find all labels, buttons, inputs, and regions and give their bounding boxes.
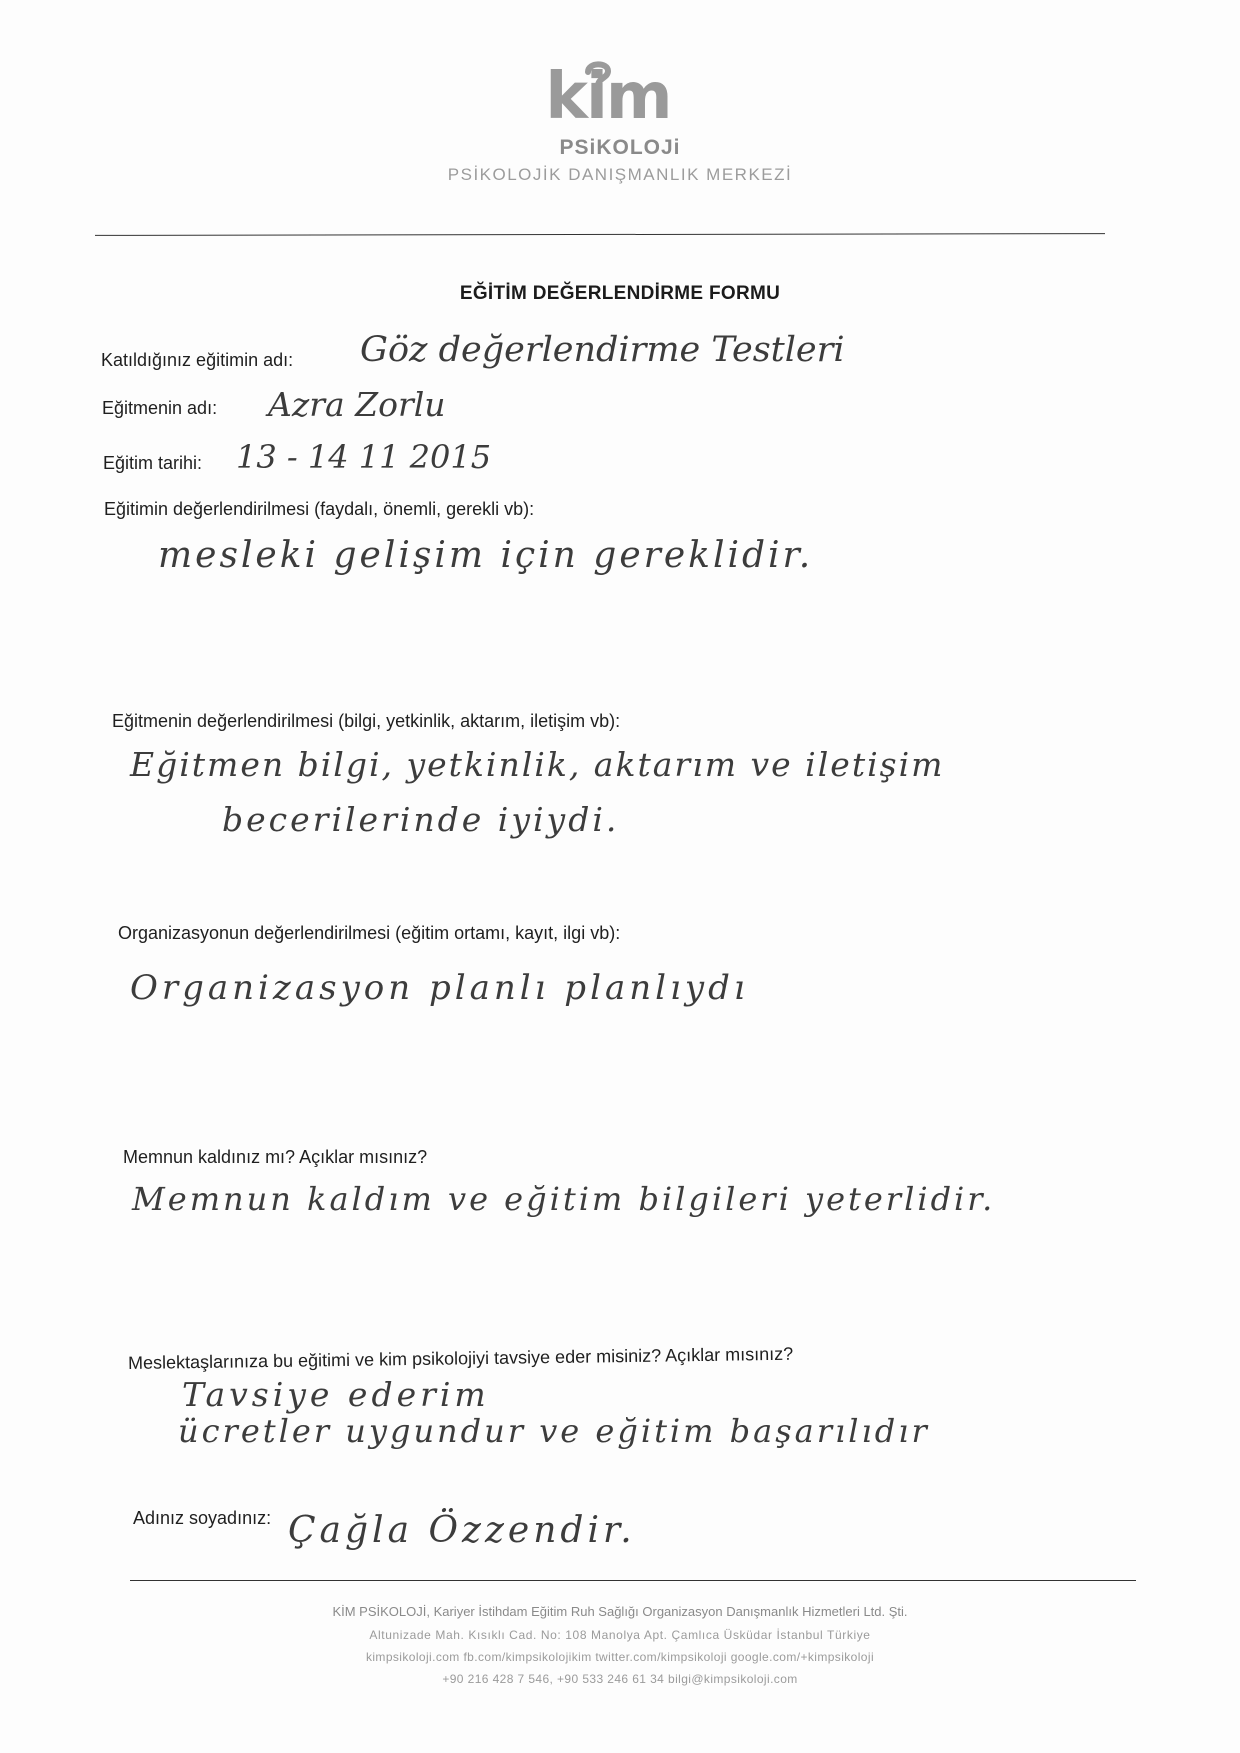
recommend-answer-line1: Tavsiye ederim [182, 1375, 490, 1414]
trainer-eval-answer-line2: becerilerinde iyiydi. [222, 800, 620, 839]
training-name-answer: Göz değerlendirme Testleri [360, 330, 845, 370]
full-name-answer: Çağla Özzendir. [288, 1510, 636, 1551]
footer-contact: +90 216 428 7 546, +90 533 246 61 34 bilgi@kimpsikoloji.com [442, 1672, 798, 1686]
footer-address: Altunizade Mah. Kısıklı Cad. No: 108 Manolya Apt. Çamlıca Üsküdar İstanbul Türkiye [369, 1628, 871, 1642]
form-title: EĞİTİM DEĞERLENDİRME FORMU [459, 283, 781, 304]
trainer-eval-label: Eğitmenin değerlendirilmesi (bilgi, yetkinlik, aktarım, iletişim vb): [112, 711, 621, 731]
footer-divider [130, 1580, 1136, 1581]
training-eval-answer: mesleki gelişim için gereklidir. [158, 535, 814, 576]
org-eval-answer: Organizasyon planlı planlıydı [130, 968, 749, 1008]
training-date-label: Eğitim tarihi: [103, 453, 203, 473]
satisfied-answer: Memnun kaldım ve eğitim bilgileri yeterlidir. [132, 1180, 996, 1218]
logo-subtitle: PSiKOLOJi [559, 136, 681, 159]
header-divider [95, 233, 1105, 236]
trainer-name-answer: Azra Zorlu [268, 385, 446, 424]
footer-company: KİM PSİKOLOJİ, Kariyer İstihdam Eğitim Ruh Sağlığı Organizasyon Danışmanlık Hizmetleri Ltd. Şti. [332, 1604, 908, 1619]
full-name-label: Adınız soyadınız: [133, 1508, 272, 1528]
trainer-name-label: Eğitmenin adı: [102, 398, 218, 418]
satisfied-label: Memnun kaldınız mı? Açıklar mısınız? [123, 1147, 428, 1167]
training-eval-label: Eğitimin değerlendirilmesi (faydalı, önemli, gerekli vb): [104, 499, 535, 519]
training-date-answer: 13 - 14 11 2015 [236, 438, 492, 476]
recommend-answer-line2: ücretler uygundur ve eğitim başarılıdır [178, 1412, 930, 1450]
trainer-eval-answer-line1: Eğitmen bilgi, yetkinlik, aktarım ve iletişim [130, 745, 945, 784]
org-eval-label: Organizasyonun değerlendirilmesi (eğitim ortamı, kayıt, ilgi vb): [118, 923, 621, 943]
training-name-label: Katıldığınız eğitimin adı: [101, 350, 294, 370]
center-subtitle: PSİKOLOJİK DANIŞMANLIK MERKEZİ [447, 165, 793, 184]
footer-links: kimpsikoloji.com fb.com/kimpsikolojikim twitter.com/kimpsikoloji google.com/+kimpsikoloji [365, 1650, 875, 1664]
recommend-label: Meslektaşlarınıza bu eğitimi ve kim psikolojiyi tavsiye eder misiniz? Açıklar mısınız? [127, 1343, 794, 1373]
logo: kim [545, 60, 671, 134]
